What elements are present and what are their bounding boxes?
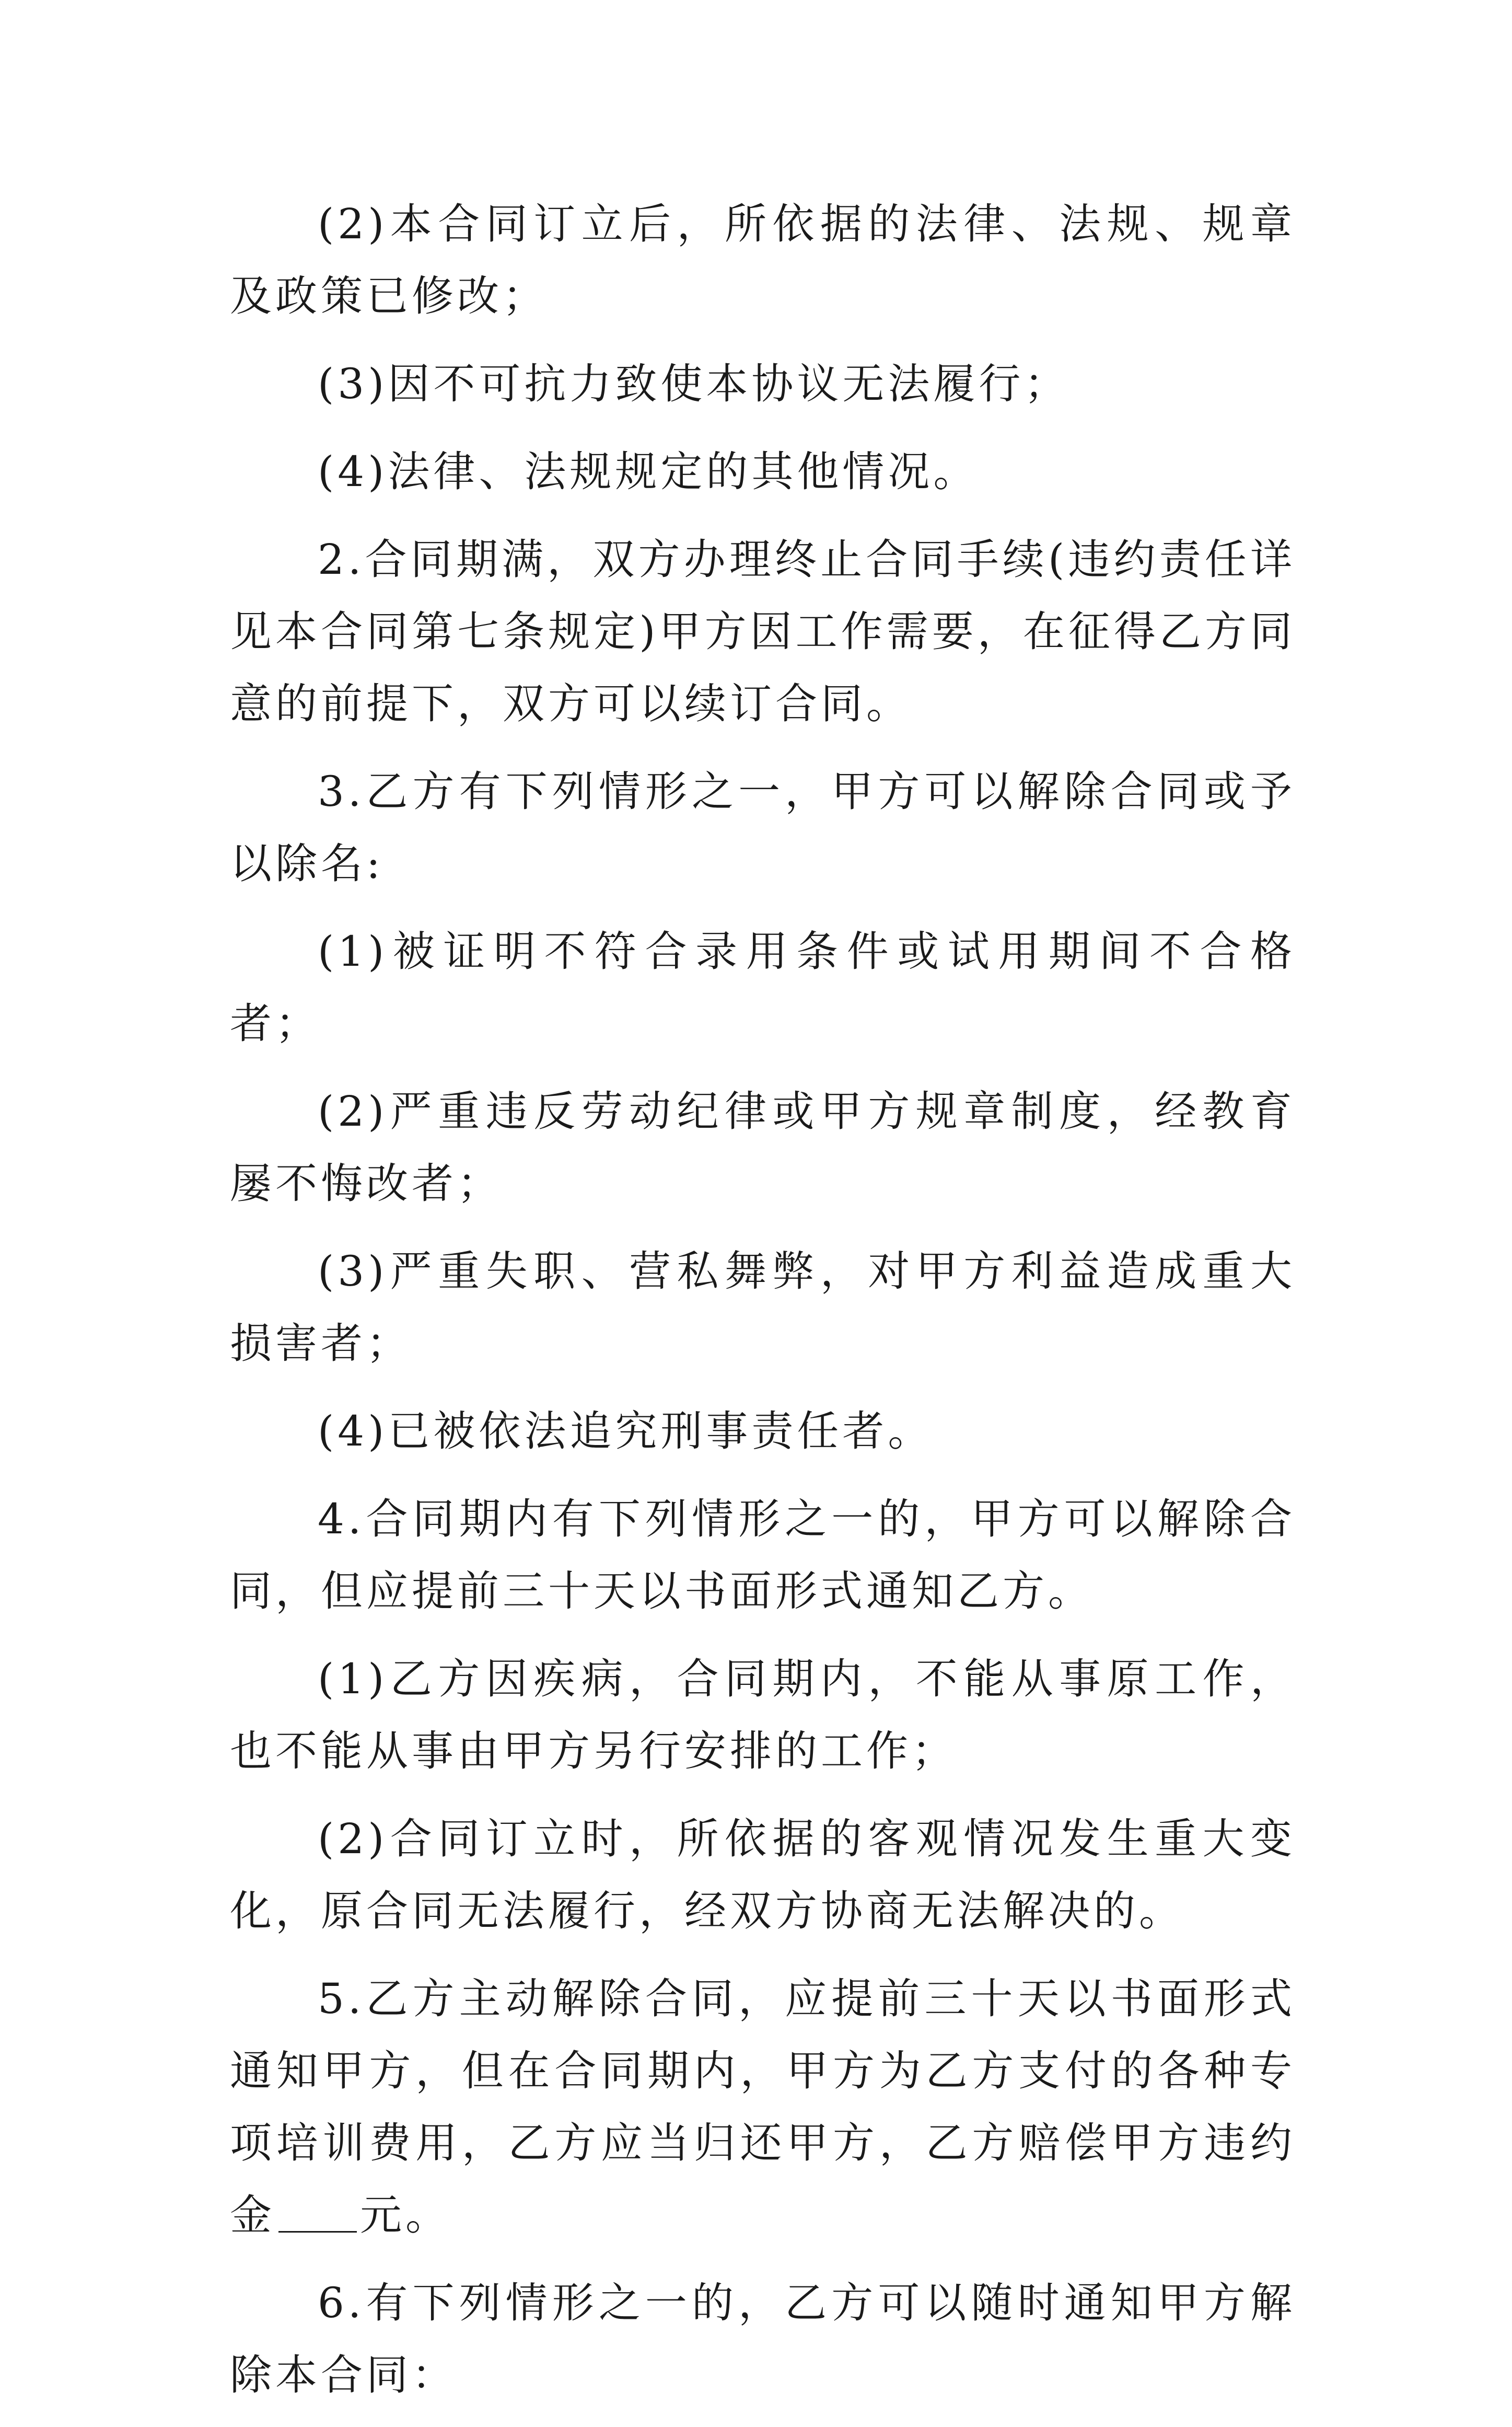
fill-in-blank	[278, 2194, 357, 2233]
paragraph-text: (2)合同订立时，所依据的客观情况发生重大变化，原合同无法履行，经双方协商无法解决的。	[230, 1815, 1296, 1935]
paragraph-text: 6.有下列情形之一的，乙方可以随时通知甲方解除本合同：	[230, 2279, 1296, 2399]
paragraph-tail-text: 元。	[360, 2191, 451, 2239]
paragraph-termination-clause-4	[230, 436, 1296, 508]
paragraph-section-5	[230, 1963, 1296, 2251]
paragraph-section-4-item-2	[230, 1803, 1296, 1947]
paragraph-text: 2.合同期满，双方办理终止合同手续(违约责任详见本合同第七条规定)甲方因工作需要，在征得乙方同意的前提下，双方可以续订合同。	[230, 535, 1296, 728]
paragraph-section-3-item-2	[230, 1076, 1296, 1220]
paragraph-section-3-item-4	[230, 1395, 1296, 1467]
paragraph-termination-clause-2	[230, 188, 1296, 332]
paragraph-text: (3)严重失职、营私舞弊，对甲方利益造成重大损害者；	[230, 1247, 1296, 1368]
paragraph-text: (1)被证明不符合录用条件或试用期间不合格者；	[230, 927, 1296, 1048]
paragraph-text: 5.乙方主动解除合同，应提前三十天以书面形式通知甲方，但在合同期内，甲方为乙方支付的各种专项培训费用，乙方应当归还甲方，乙方赔偿甲方违约金	[230, 1974, 1296, 2239]
paragraph-text: (3)因不可抗力致使本协议无法履行；	[318, 360, 1070, 408]
paragraph-section-4	[230, 1483, 1296, 1627]
paragraph-text: (4)法律、法规规定的其他情况。	[318, 447, 979, 496]
paragraph-termination-clause-3	[230, 348, 1296, 420]
paragraph-section-4-item-1	[230, 1643, 1296, 1787]
paragraph-section-3-item-1	[230, 916, 1296, 1060]
paragraph-section-3-item-3	[230, 1235, 1296, 1380]
paragraph-section-6	[230, 2267, 1296, 2411]
paragraph-text: (4)已被依法追究刑事责任者。	[318, 1407, 934, 1455]
paragraph-text: (2)本合同订立后，所依据的法律、法规、规章及政策已修改；	[230, 200, 1296, 320]
paragraph-text: (1)乙方因疾病，合同期内，不能从事原工作，也不能从事由甲方另行安排的工作；	[230, 1655, 1296, 1775]
paragraph-section-2	[230, 524, 1296, 740]
paragraph-text: (2)严重违反劳动纪律或甲方规章制度，经教育屡不悔改者；	[230, 1087, 1296, 1208]
document-page	[230, 188, 1296, 2427]
paragraph-text: 3.乙方有下列情形之一，甲方可以解除合同或予以除名:	[230, 767, 1296, 888]
paragraph-section-3	[230, 756, 1296, 900]
paragraph-text: 4.合同期内有下列情形之一的，甲方可以解除合同，但应提前三十天以书面形式通知乙方。	[230, 1495, 1296, 1615]
